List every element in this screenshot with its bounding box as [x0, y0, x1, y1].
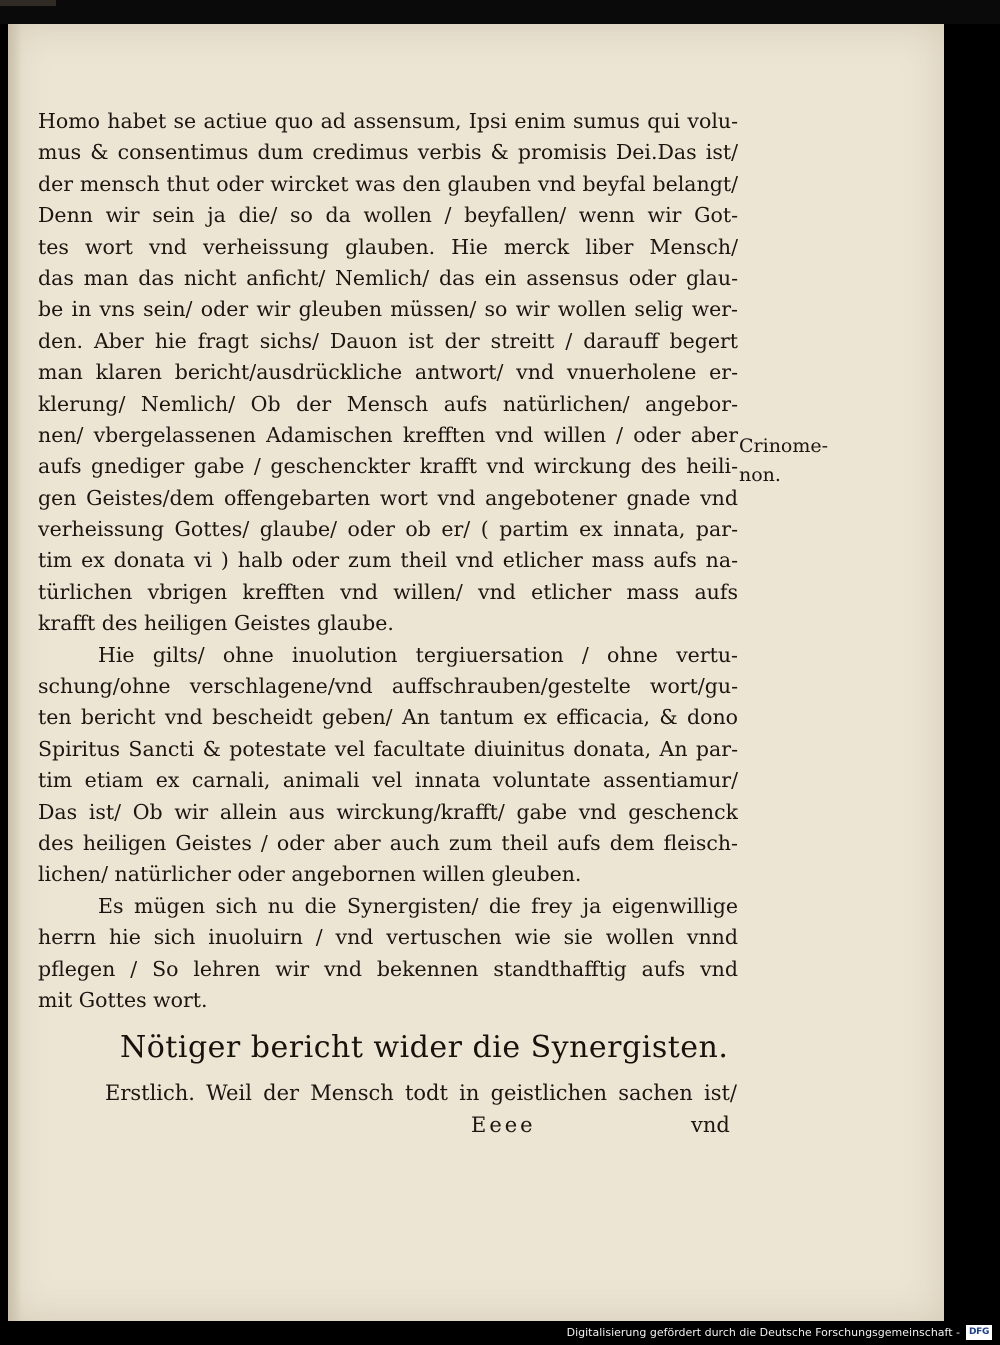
body-line: Denn wir sein ja die/ so da wollen / beyfallen/ wenn wir Got-: [38, 203, 738, 228]
body-line: gen Geistes/dem offengebarten wort vnd angebotener gnade vnd: [38, 485, 738, 510]
body-line: des heiligen Geistes / oder aber auch zum theil aufs dem fleisch-: [38, 830, 738, 855]
body-line: mus & consentimus dum credimus verbis & promisis Dei.Das ist/: [38, 140, 738, 165]
body-line: schung/ohne verschlagene/vnd auffschrauben/gestelte wort/gu-: [38, 674, 738, 699]
marginal-note: [739, 432, 828, 490]
body-line: tim ex donata vi ) halb oder zum theil vnd etlicher mass aufs na-: [38, 548, 738, 573]
signature-mark: Eeee: [471, 1113, 536, 1137]
paragraph-end-line: lichen/ natürlicher oder angebornen willen gleuben.: [38, 862, 582, 887]
body-line: Spiritus Sancti & potestate vel facultate diuinitus donata, An par-: [38, 736, 738, 761]
body-text-block: [38, 106, 738, 1016]
body-line: den. Aber hie fragt sichs/ Dauon ist der streitt / darauff begert: [38, 328, 738, 353]
body-line: Das ist/ Ob wir allein aus wirckung/krafft/ gabe vnd geschenck: [38, 799, 738, 824]
page-binding-shadow: [8, 24, 22, 1321]
body-line: pflegen / So lehren wir vnd bekennen standthafftig aufs vnd: [38, 956, 738, 981]
dfg-logo: DFG: [966, 1325, 992, 1340]
body-line: der mensch thut oder wircket was den glauben vnd beyfal belangt/: [38, 171, 738, 196]
footer-credit: Digitalisierung gefördert durch die Deutsche Forschungsgemeinschaft -: [566, 1326, 960, 1339]
body-line: tes wort vnd verheissung glauben. Hie merck liber Mensch/: [38, 234, 738, 259]
body-line: herrn hie sich inuoluirn / vnd vertuschen wie sie wollen vnnd: [38, 925, 738, 950]
section-heading: Nötiger bericht wider die Synergisten.: [120, 1030, 729, 1065]
body-line: tim etiam ex carnali, animali vel innata voluntate assentiamur/: [38, 768, 738, 793]
body-line: das man das nicht anficht/ Nemlich/ das ein assensus oder glau-: [38, 265, 738, 290]
paragraph-end-line: mit Gottes wort.: [38, 987, 208, 1012]
body-line: verheissung Gottes/ glaube/ oder ob er/ ( partim ex innata, par-: [38, 517, 738, 542]
scanned-page: [8, 24, 944, 1321]
body-line: Homo habet se actiue quo ad assensum, Ipsi enim sumus qui volu-: [38, 109, 738, 133]
marginal-note-line: non.: [739, 464, 781, 486]
paragraph-end-line: krafft des heiligen Geistes glaube.: [38, 611, 394, 636]
body-line: aufs gnediger gabe / geschenckter krafft vnd wirckung des heili-: [38, 454, 738, 479]
paragraph-start-line: Es mügen sich nu die Synergisten/ die frey ja eigenwillige: [98, 893, 738, 918]
scan-top-edge: [0, 0, 1000, 24]
body-line: türlichen vbrigen krefften vnd willen/ vnd etlicher mass aufs: [38, 579, 738, 604]
marginal-note-line: Crinome-: [739, 435, 829, 457]
body-line: nen/ vbergelassenen Adamischen krefften vnd willen / oder aber: [38, 422, 738, 447]
section-first-line: Erstlich. Weil der Mensch todt in geistlichen sachen ist/: [105, 1081, 737, 1105]
body-line: be in vns sein/ oder wir gleuben müssen/ so wir wollen selig wer-: [38, 297, 738, 322]
scan-edge-mark: [0, 0, 56, 6]
body-line: man klaren bericht/ausdrückliche antwort/ vnd vnuerholene er-: [38, 360, 738, 385]
body-line: ten bericht vnd bescheidt geben/ An tantum ex efficacia, & dono: [38, 705, 738, 730]
footer-bar: [0, 1321, 1000, 1345]
body-line: klerung/ Nemlich/ Ob der Mensch aufs natürlichen/ angebor-: [38, 391, 738, 416]
paragraph-start-line: Hie gilts/ ohne inuolution tergiuersation / ohne vertu-: [98, 642, 738, 667]
catchword: vnd: [691, 1113, 730, 1137]
